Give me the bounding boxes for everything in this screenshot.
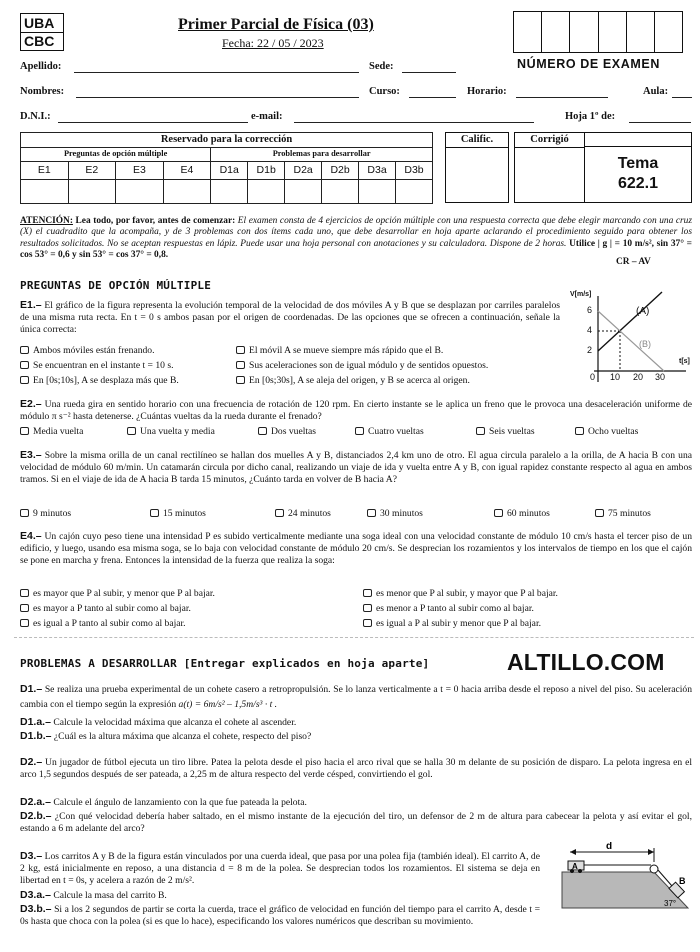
e3-option-3[interactable]: 24 minutos — [275, 508, 331, 520]
e3-text: Sobre la misma orilla de un canal rectilíneo se hallan dos muelles A y B, distanciados 2,4 km uno de otro. El agua circula paralelo a la orilla, de A hacia B con una velocidad de módulo 60 m/min. Un catamarán circula por dicho canal, realizando un viaje de ida y vuelta entre A y B, con igual rapidez constante respecto al agua en ambos tramos. Si en el viaje de ida de A hacia B tarda 15 minutos, ¿Cuánto tarda en volver de B hacia A? — [20, 450, 692, 485]
attention-text: El examen consta de 4 ejercicios de opción múltiple con una respuesta correcta que debe elegir marcando con una cruz (X) el cuadradito que la acompaña, y de 3 problemas con dos ítems cada uno, que debe desarrollar en hoja aparte aclarando el procedimiento seguido para obtener los resultados solicitados. No se aceptan respuestas en lápiz. Puede usar una hoja personal con anotaciones y su calculadora. Dispone de 2 horas. — [20, 216, 693, 249]
grading-table — [20, 132, 692, 204]
grading-cell-d2a[interactable] — [285, 180, 322, 204]
e4-option-3[interactable]: es mayor a P tanto al subir como al bajar. — [20, 603, 191, 615]
e3-question — [20, 449, 692, 485]
grading-col-d3a: D3a — [359, 162, 396, 180]
mc-heading: PREGUNTAS DE OPCIÓN MÚLTIPLE — [20, 279, 212, 292]
e2-label: E2.– — [20, 398, 42, 410]
attention-use: Utilice | g | = 10 m/s², sin 37° = cos 53° = 0,6 y sin 53° = cos 37° = 0,8. — [20, 238, 692, 260]
cart-a-label: A — [572, 862, 578, 871]
d3-label: D3.– — [20, 850, 43, 862]
figure-d-arrowhead-left — [570, 849, 576, 855]
checkbox[interactable] — [127, 427, 136, 435]
e4-option-1[interactable]: es mayor que P al subir, y menor que P al bajar. — [20, 588, 215, 600]
attention-box — [20, 216, 692, 261]
apellido-field[interactable] — [74, 72, 359, 73]
d2-text: Un jugador de fútbol ejecuta un tiro libre. Patea la pelota desde el piso hacia el arco rival que se halla 30 m delante de su posición de disparo. La pelota ingresa en el arco 1,5 segundos después de ser pateada, a 2,25 m de altura respecto del verde césped, convirtiendo el gol. — [20, 757, 692, 780]
reserved-header: Reservado para la corrección — [21, 133, 433, 148]
d1b: D1.b.– ¿Cuál es la altura máxima que alcanza el cohete, respecto del piso? — [20, 730, 312, 742]
graph-ytick-2: 2 — [587, 345, 593, 355]
graph-ytick-6: 6 — [587, 305, 593, 315]
checkbox[interactable] — [20, 376, 29, 384]
checkbox[interactable] — [275, 509, 284, 517]
grading-col-e1: E1 — [21, 162, 69, 180]
checkbox[interactable] — [363, 604, 372, 612]
grading-col-e2: E2 — [68, 162, 116, 180]
e2-option-1[interactable]: Media vuelta — [20, 426, 83, 438]
e1-option-6[interactable]: En [0s;30s], A se aleja del origen, y B se acerca al origen. — [236, 375, 470, 387]
cart-a-wheel-right — [578, 869, 582, 873]
hoja-field[interactable] — [629, 122, 691, 123]
tema-box — [585, 132, 692, 203]
figure-d-label: d — [606, 842, 613, 852]
grading-cell-e2[interactable] — [68, 180, 116, 204]
grading-cell-d3b[interactable] — [396, 180, 433, 204]
e4-option-4[interactable]: es menor a P tanto al subir como al bajar. — [363, 603, 534, 615]
d2-label: D2.– — [20, 756, 43, 768]
checkbox[interactable] — [258, 427, 267, 435]
e3-option-4[interactable]: 30 minutos — [367, 508, 423, 520]
calific-field[interactable] — [446, 148, 508, 202]
figure-angle-label: 37° — [664, 899, 677, 908]
hoja-label: Hoja 1º de: — [565, 111, 616, 122]
checkbox[interactable] — [20, 509, 29, 517]
e2-option-6[interactable]: Ocho vueltas — [575, 426, 638, 438]
attention-code: CR – AV — [616, 257, 651, 267]
e1-question — [20, 299, 560, 335]
horario-label: Horario: — [467, 86, 507, 97]
checkbox[interactable] — [367, 509, 376, 517]
e1-option-5[interactable]: En [0s;10s], A se desplaza más que B. — [20, 375, 179, 387]
e4-option-2[interactable]: es menor que P al subir, y mayor que P al bajar. — [363, 588, 558, 600]
corrigio-field[interactable] — [515, 148, 584, 202]
checkbox[interactable] — [236, 376, 245, 384]
page-title: Primer Parcial de Física (03) — [178, 16, 374, 33]
e1-option-3[interactable]: Se encuentran en el instante t = 10 s. — [20, 360, 173, 372]
attention-label: ATENCIÓN: — [20, 216, 73, 226]
checkbox[interactable] — [236, 361, 245, 369]
exam-number-label: NÚMERO DE EXAMEN — [517, 57, 660, 71]
nombres-field[interactable] — [76, 97, 359, 98]
checkbox[interactable] — [595, 509, 604, 517]
checkbox[interactable] — [150, 509, 159, 517]
checkbox[interactable] — [355, 427, 364, 435]
d3a: D3.a.– Calcule la masa del carrito B. — [20, 889, 167, 901]
d1-formula: a(t) = 6m/s² – 1,5m/s³ · t . — [178, 698, 278, 710]
grading-col-e4: E4 — [163, 162, 211, 180]
section-divider — [14, 637, 694, 638]
grading-cell-d1b[interactable] — [248, 180, 285, 204]
checkbox[interactable] — [494, 509, 503, 517]
email-label: e-mail: — [251, 111, 283, 122]
e4-option-5[interactable]: es igual a P tanto al subir como al bajar. — [20, 618, 186, 630]
curso-label: Curso: — [369, 86, 400, 97]
checkbox[interactable] — [363, 619, 372, 627]
e4-option-6[interactable]: es igual a P al subir y menor que P al bajar. — [363, 618, 541, 630]
grading-cell-e3[interactable] — [116, 180, 164, 204]
checkbox[interactable] — [20, 604, 29, 612]
checkbox[interactable] — [575, 427, 584, 435]
e3-option-1[interactable]: 9 minutos — [20, 508, 71, 520]
exam-number-boxes[interactable] — [513, 11, 683, 53]
checkbox[interactable] — [236, 346, 245, 354]
checkbox[interactable] — [20, 619, 29, 627]
uba-logo-box — [20, 13, 64, 51]
uba-text: UBA — [21, 14, 63, 33]
aula-label: Aula: — [643, 86, 669, 97]
grading-col-d1b: D1b — [248, 162, 285, 180]
d2a: D2.a.– Calcule el ángulo de lanzamiento con la que fue pateada la pelota. — [20, 796, 307, 808]
curso-field[interactable] — [409, 97, 456, 98]
carts-pulley-figure — [548, 842, 696, 912]
graph-xtick-10: 10 — [610, 372, 621, 382]
horario-field[interactable] — [516, 97, 608, 98]
figure-d-arrowhead-right — [648, 849, 654, 855]
graph-ylabel: V[m/s] — [570, 291, 592, 298]
dni-field[interactable] — [58, 122, 248, 123]
d3-question — [20, 850, 540, 886]
e1-text: El gráfico de la figura representa la evolución temporal de la velocidad de dos móviles A y B que se desplazan por carriles paralelos de una misma ruta recta. En t = 0 s ambos pasan por el origen de coordenadas. De las opciones que se ofrecen a continuación, señale la única correcta: — [20, 300, 560, 335]
pulley — [650, 865, 658, 873]
attention-intro: Lea todo, por favor, antes de comenzar: — [72, 216, 236, 226]
corrigio-label: Corrigió — [515, 133, 584, 148]
grading-col-d1a: D1a — [211, 162, 248, 180]
tema-number: 622.1 — [617, 174, 659, 192]
corrigio-box — [514, 132, 585, 203]
mc-header: Preguntas de opción múltiple — [21, 148, 211, 162]
graph-label-b: (B) — [639, 339, 651, 349]
e2-option-3[interactable]: Dos vueltas — [258, 426, 316, 438]
sede-field[interactable] — [402, 72, 456, 73]
grading-col-d2b: D2b — [322, 162, 359, 180]
dni-label: D.N.I.: — [20, 111, 51, 122]
graph-ytick-4: 4 — [587, 325, 593, 335]
email-field[interactable] — [294, 122, 534, 123]
grading-cell-d3a[interactable] — [359, 180, 396, 204]
aula-field[interactable] — [672, 97, 692, 98]
d2b: D2.b.– ¿Con qué velocidad debería haber saltado, en el mismo instante de la ejecución del tiro, un defensor de 2 m de altura para cabecear la pelota y así evitar el gol, estando a 6 m adelante del arco? — [20, 810, 692, 834]
e1-option-1[interactable]: Ambos móviles están frenando. — [20, 345, 155, 357]
cbc-text: CBC — [24, 33, 55, 49]
e2-text: Una rueda gira en sentido horario con una frecuencia de rotación de 120 rpm. En cierto instante se le aplica un freno que le provoca una desaceleración uniforme de módulo π s⁻² hasta detenerse. ¿Cuántas vueltas da la rueda durante el frenado? — [20, 399, 692, 422]
checkbox[interactable] — [20, 361, 29, 369]
watermark-altillo: ALTILLO.COM — [507, 649, 665, 675]
grading-col-d3b: D3b — [396, 162, 433, 180]
grading-cell-d1a[interactable] — [211, 180, 248, 204]
d1-question — [20, 682, 692, 712]
exam-date: Fecha: 22 / 05 / 2023 — [222, 36, 324, 50]
graph-xtick-30: 30 — [655, 372, 666, 382]
e2-option-4[interactable]: Cuatro vueltas — [355, 426, 424, 438]
e3-option-6[interactable]: 75 minutos — [595, 508, 651, 520]
e4-label: E4.– — [20, 530, 42, 542]
e3-label: E3.– — [20, 449, 42, 461]
e2-option-5[interactable]: Seis vueltas — [476, 426, 535, 438]
grading-cell-d2b[interactable] — [322, 180, 359, 204]
checkbox[interactable] — [20, 427, 29, 435]
tema-label: Tema — [617, 155, 659, 172]
sede-label: Sede: — [369, 61, 394, 72]
graph-line-a — [598, 292, 662, 351]
e3-option-5[interactable]: 60 minutos — [494, 508, 550, 520]
e2-option-2[interactable]: Una vuelta y media — [127, 426, 215, 438]
graph-label-a: (A) — [636, 306, 650, 317]
checkbox[interactable] — [20, 589, 29, 597]
calific-label: Calific. — [446, 133, 508, 148]
checkbox[interactable] — [363, 589, 372, 597]
checkbox[interactable] — [20, 346, 29, 354]
cart-b-label: B — [679, 876, 686, 886]
problems-heading: PROBLEMAS A DESARROLLAR [Entregar explicados en hoja aparte] — [20, 657, 430, 670]
grading-cell-e4[interactable] — [163, 180, 211, 204]
problems-header: Problemas para desarrollar — [211, 148, 433, 162]
d1-text: Se realiza una prueba experimental de un cohete casero a retropropulsión. Se lo lanza verticalmente a t = 0 hacia arriba desde el reposo a nivel del piso. Su aceleración cambia con el tiempo según la expresión — [20, 684, 692, 710]
grading-col-d2a: D2a — [285, 162, 322, 180]
apellido-label: Apellido: — [20, 61, 62, 72]
e2-question — [20, 398, 692, 423]
graph-xlabel: t[s] — [679, 358, 690, 365]
velocity-time-graph — [566, 286, 696, 386]
graph-xtick-20: 20 — [633, 372, 644, 382]
d2-question — [20, 756, 692, 781]
d3b: D3.b.– Si a los 2 segundos de partir se corta la cuerda, trace el gráfico de velocidad en función del tiempo para el carrito A, desde t = 0s hasta que choca con la polea (si es que lo hace), especificando los valores numéricos que describan su movimiento. — [20, 903, 540, 927]
grading-col-e3: E3 — [116, 162, 164, 180]
checkbox[interactable] — [476, 427, 485, 435]
calific-box — [445, 132, 509, 203]
e1-option-4[interactable]: Sus aceleraciones son de igual módulo y de sentidos opuestos. — [236, 360, 488, 372]
graph-ytick-0: 0 — [590, 372, 596, 382]
e4-question — [20, 530, 692, 566]
d1a: D1.a.– Calcule la velocidad máxima que alcanza el cohete al ascender. — [20, 716, 297, 728]
d3-text: Los carritos A y B de la figura están vinculados por una cuerda ideal, que pasa por una polea fija (también ideal). El carrito A, de 2 kg, está inicialmente en reposo, a una distancia d = 8 m de la polea. Se desprecian todos los rozamientos. El sistema se deja en libertad en t = 0s, y acelera a razón de 2 m/s². — [20, 851, 540, 886]
d1-label: D1.– — [20, 683, 43, 695]
nombres-label: Nombres: — [20, 86, 65, 97]
e1-label: E1.– — [20, 299, 42, 311]
e1-option-2[interactable]: El móvil A se mueve siempre más rápido que el B. — [236, 345, 443, 357]
grading-cell-e1[interactable] — [21, 180, 69, 204]
e3-option-2[interactable]: 15 minutos — [150, 508, 206, 520]
e4-text: Un cajón cuyo peso tiene una intensidad P es subido verticalmente mediante una soga ideal con una velocidad constante de módulo 10 cm/s hasta el tercer piso de un edificio, y luego, usando esa misma soga, se lo baja con velocidad constante de módulo 20 cm/s. Se desprecian los rozamientos y los intervalos de tiempo en los que el cajón se pone en marcha y frena. Entonces la intensidad de la fuerza que realiza la soga: — [20, 531, 692, 566]
